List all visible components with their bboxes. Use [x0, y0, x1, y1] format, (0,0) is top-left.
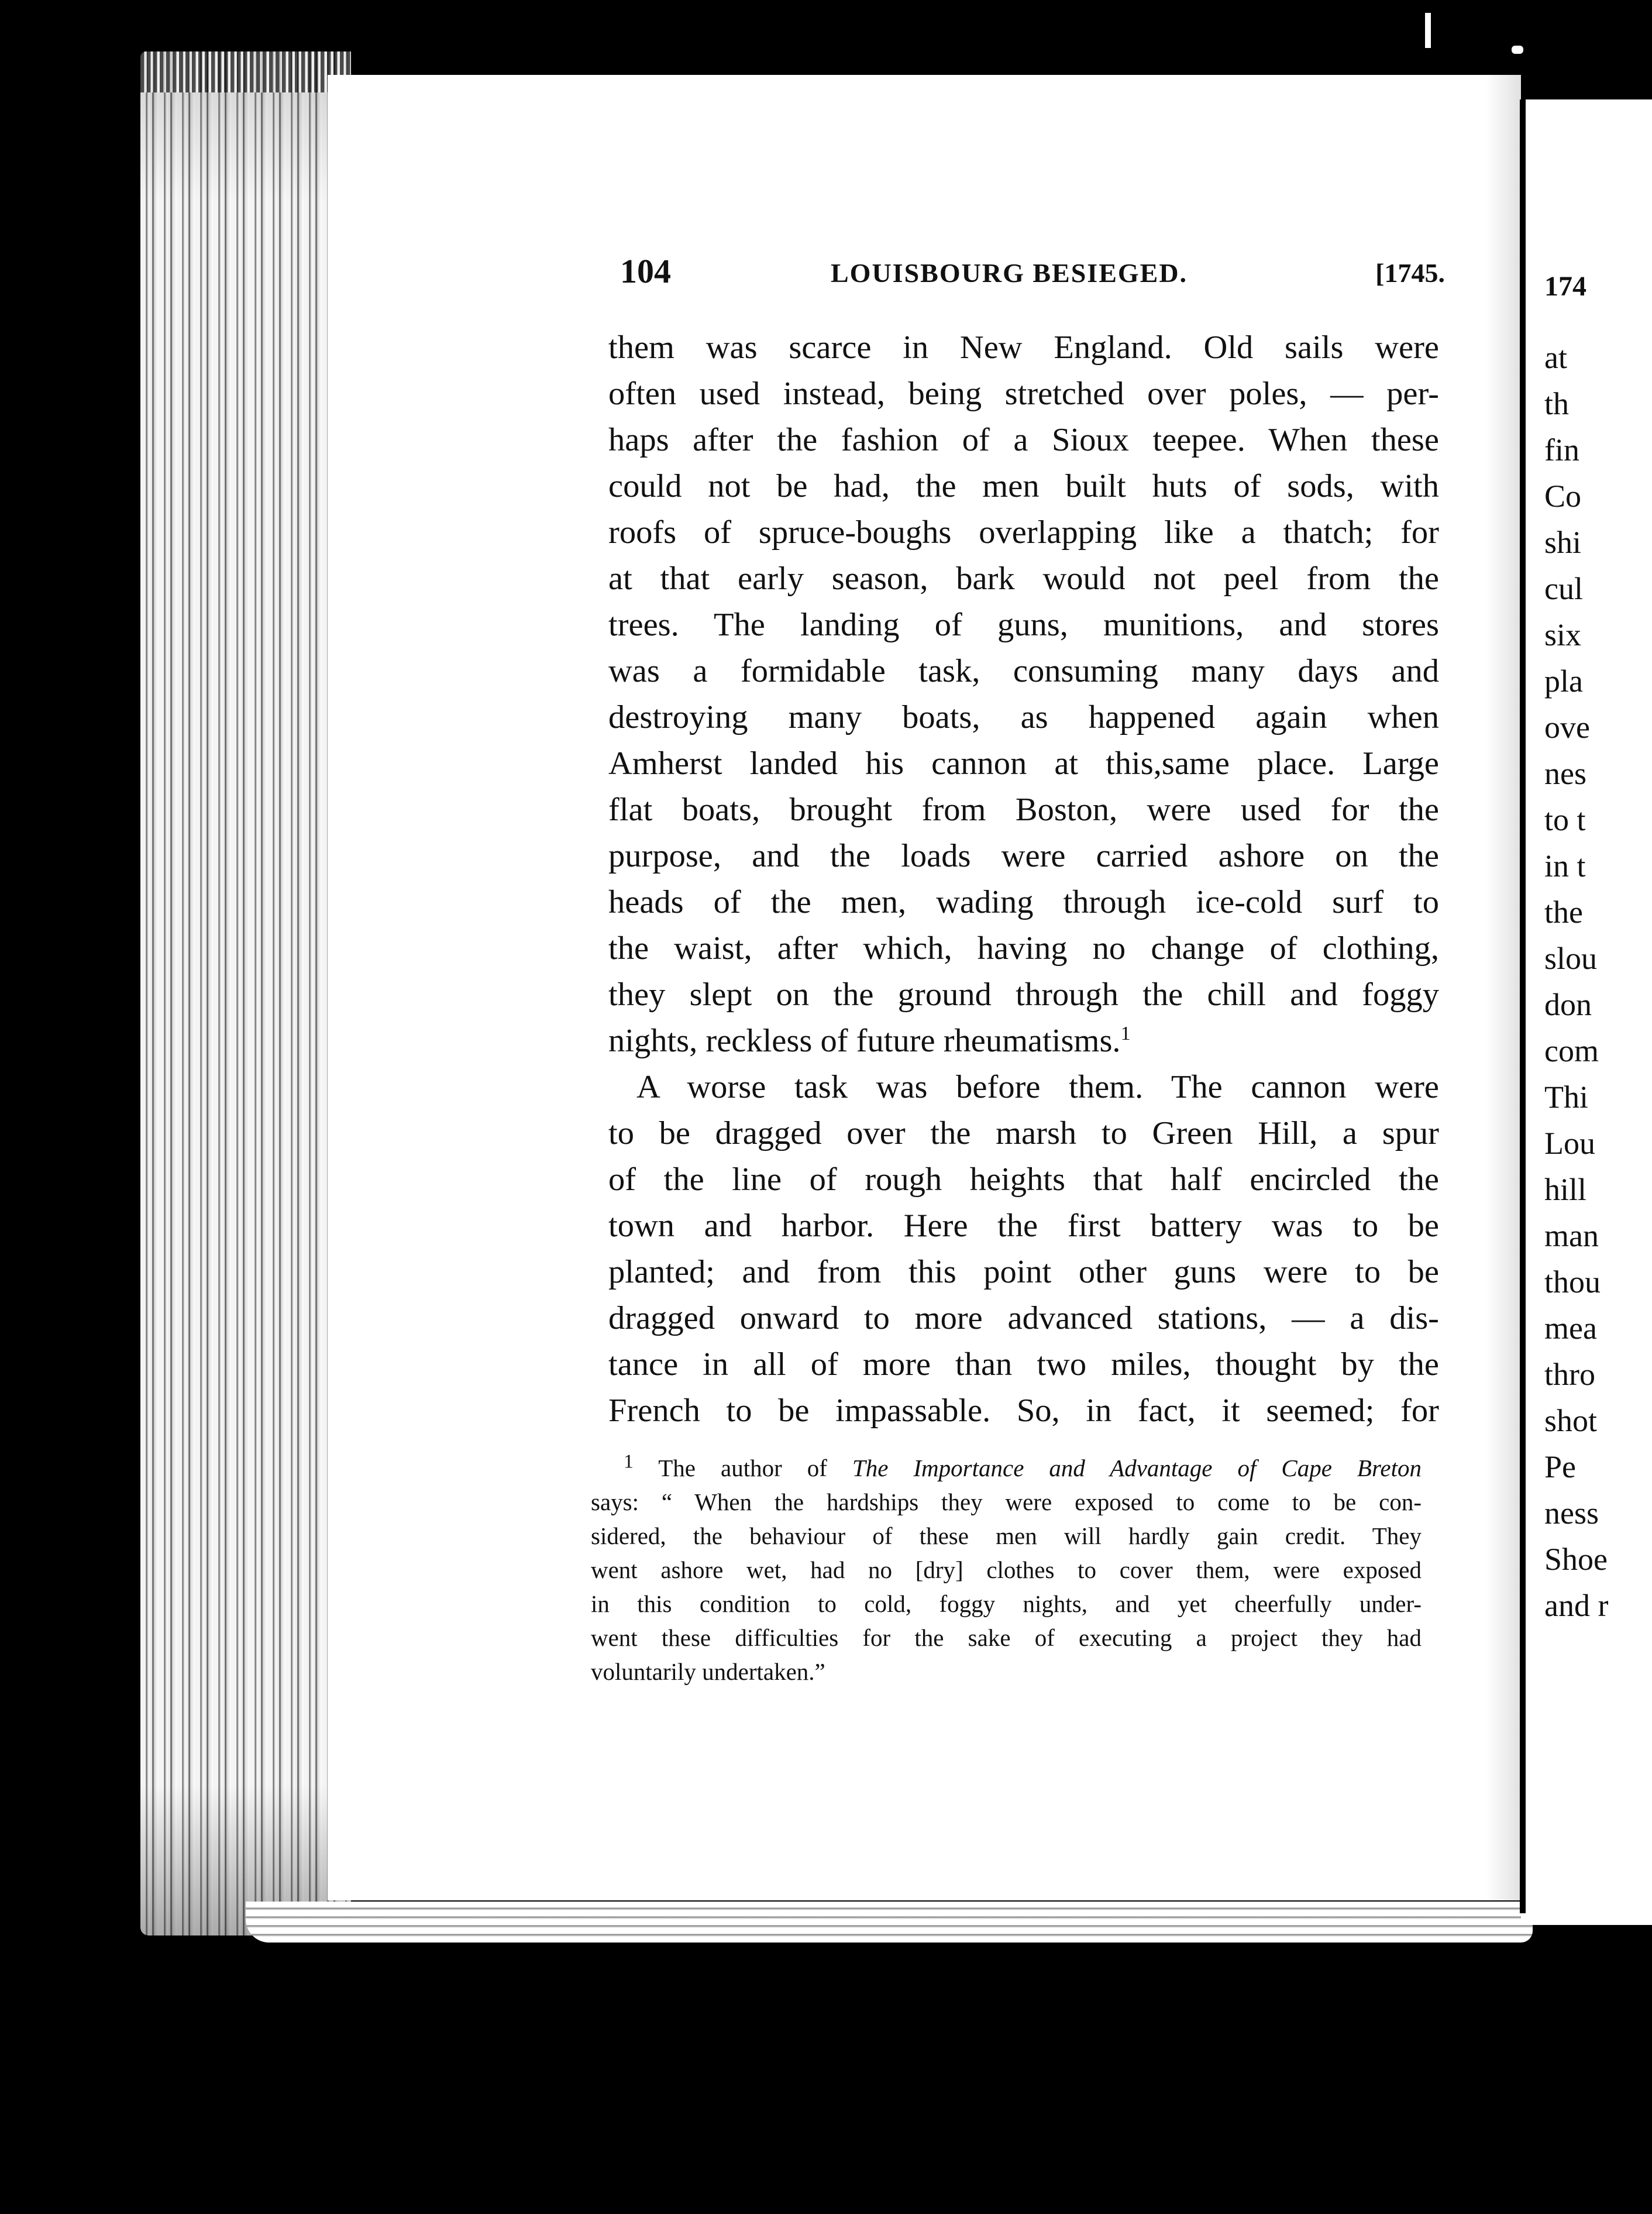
- right-fragment: Co: [1544, 479, 1582, 514]
- footnote: [591, 1451, 1422, 1689]
- text-line: they slept on the ground through the chill and foggy: [608, 977, 1439, 1013]
- right-fragment: don: [1544, 987, 1592, 1022]
- footnote-line: went ashore wet, had no [dry] clothes to cover them, were exposed: [591, 1556, 1422, 1583]
- right-fragment: ove: [1544, 710, 1590, 745]
- text-line: [608, 1018, 1439, 1064]
- text-line-content: nights, reckless of future rheumatisms.: [608, 1023, 1121, 1059]
- text-line: destroying many boats, as happened again when: [608, 699, 1439, 735]
- footnote-reference: 1: [1120, 1023, 1131, 1045]
- page-edges-bottom: [246, 1902, 1533, 1943]
- footnote-line: voluntarily undertaken.”: [591, 1658, 825, 1685]
- right-fragment: Lou: [1544, 1126, 1595, 1161]
- page-divider: [1520, 99, 1526, 1913]
- text-line: was a formidable task, consuming many days and: [608, 653, 1439, 689]
- text-line: them was scarce in New England. Old sails were: [608, 329, 1439, 366]
- text-line: Amherst landed his cannon at this,same place. Large: [608, 745, 1439, 782]
- footnote-line: in this condition to cold, foggy nights, and yet cheerfully under-: [591, 1590, 1422, 1617]
- text-line: haps after the fashion of a Sioux teepee. When these: [608, 422, 1439, 458]
- running-head: LOUISBOURG BESIEGED.: [831, 258, 1188, 288]
- film-mark: [1512, 46, 1523, 54]
- text-line: trees. The landing of guns, munitions, and stores: [608, 607, 1439, 643]
- text-line: of the line of rough heights that half encircled the: [608, 1161, 1439, 1198]
- right-fragment: fin: [1544, 432, 1579, 467]
- footnote-cited-title: The Importance and Advantage of Cape Breton: [852, 1455, 1422, 1481]
- right-fragment: in t: [1544, 848, 1586, 883]
- footnote-line: went these difficulties for the sake of executing a project they had: [591, 1624, 1422, 1651]
- text-line: planted; and from this point other guns were to be: [608, 1254, 1439, 1290]
- page-header: [620, 252, 1445, 298]
- text-line: heads of the men, wading through ice-cold surf to: [608, 884, 1439, 920]
- right-fragment: nes: [1544, 756, 1586, 791]
- text-line: purpose, and the loads were carried ashore on the: [608, 838, 1439, 874]
- text-line: dragged onward to more advanced stations, — a dis-: [608, 1300, 1439, 1336]
- text-line: the waist, after which, having no change of clothing,: [608, 930, 1439, 967]
- text-line: roofs of spruce-boughs overlapping like a thatch; for: [608, 514, 1439, 551]
- page-gutter-shadow: [1486, 75, 1521, 1900]
- footnote-marker: 1: [624, 1450, 634, 1473]
- right-fragment: thro: [1544, 1357, 1595, 1392]
- right-fragment: shi: [1544, 525, 1582, 560]
- header-year: [1745.: [1375, 258, 1445, 288]
- right-fragment: and r: [1544, 1588, 1609, 1623]
- right-fragment: man: [1544, 1218, 1599, 1253]
- text-line: French to be impassable. So, in fact, it seemed; for: [608, 1393, 1439, 1429]
- right-fragment: Pe: [1544, 1449, 1576, 1484]
- right-fragment: to t: [1544, 802, 1586, 837]
- right-fragment: shot: [1544, 1403, 1598, 1438]
- footnote-prefix: The author of: [658, 1455, 827, 1481]
- right-fragment: slou: [1544, 941, 1598, 976]
- page-edges-shadow: [140, 51, 351, 1935]
- text-line: at that early season, bark would not peel from the: [608, 561, 1439, 597]
- right-fragment: six: [1544, 617, 1582, 652]
- footnote-line: [591, 1451, 1422, 1485]
- right-fragment: mea: [1544, 1311, 1597, 1346]
- right-fragment: at: [1544, 340, 1567, 375]
- right-fragment: th: [1544, 386, 1570, 421]
- footnote-line: sidered, the behaviour of these men will hardly gain credit. They: [591, 1522, 1422, 1549]
- text-line: could not be had, the men built huts of sods, with: [608, 468, 1439, 504]
- text-line: tance in all of more than two miles, thought by the: [608, 1346, 1439, 1383]
- paragraph-start-line: A worse task was before them. The cannon were: [636, 1069, 1439, 1105]
- footnote-line: says: “ When the hardships they were exposed to come to be con-: [591, 1488, 1422, 1515]
- text-line: flat boats, brought from Boston, were used for the: [608, 792, 1439, 828]
- right-page-text-fragments: [1544, 0, 1652, 2214]
- page-edges-top: [140, 51, 351, 92]
- right-fragment: hill: [1544, 1172, 1587, 1207]
- page-number: 104: [620, 252, 671, 290]
- film-mark: [1425, 13, 1431, 48]
- right-fragment: the: [1544, 895, 1583, 930]
- right-fragment: com: [1544, 1033, 1599, 1068]
- body-text: [608, 325, 1439, 1434]
- right-fragment: Thi: [1544, 1080, 1588, 1115]
- text-line: often used instead, being stretched over poles, — per-: [608, 376, 1439, 412]
- right-page-number: 174: [1544, 271, 1586, 302]
- right-fragment: Shoe: [1544, 1542, 1608, 1577]
- right-fragment: cul: [1544, 571, 1583, 606]
- right-fragment: pla: [1544, 663, 1583, 699]
- right-fragment: ness: [1544, 1496, 1599, 1531]
- text-line: to be dragged over the marsh to Green Hill, a spur: [608, 1115, 1439, 1151]
- text-line: town and harbor. Here the first battery was to be: [608, 1208, 1439, 1244]
- right-fragment: thou: [1544, 1264, 1601, 1299]
